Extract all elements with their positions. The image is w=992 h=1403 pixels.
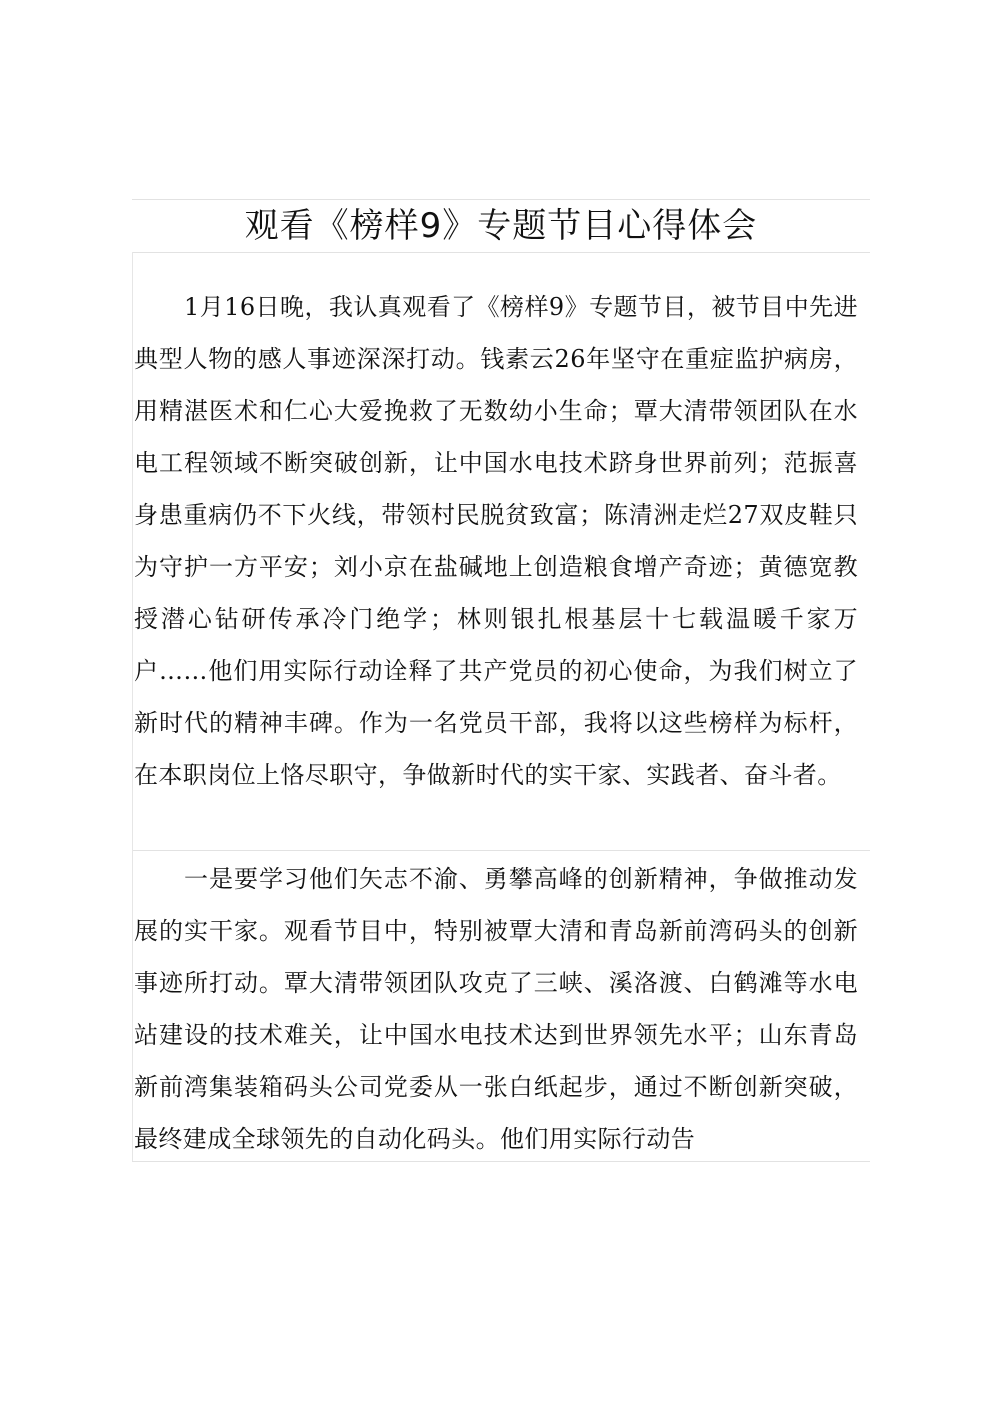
paragraph-left-rule xyxy=(132,252,133,850)
header-bottom-rule xyxy=(132,252,870,253)
document-title: 观看《榜样9》专题节目心得体会 xyxy=(244,206,758,246)
paragraph-divider xyxy=(132,850,870,851)
body-paragraph-1: 1月16日晚，我认真观看了《榜样9》专题节目，被节目中先进典型人物的感人事迹深深打动。钱素云26年坚守在重症监护病房，用精湛医术和仁心大爱挽救了无数幼小生命；覃大清带领团队在水电工程领域不断突破创新，让中国水电技术跻身世界前列；范振喜身患重病仍不下火线，带领村民脱贫致富；陈清洲走烂27双皮鞋只为守护一方平安；刘小京在盐碱地上创造粮食增产奇迹；黄德宽教授潜心钻研传承冷门绝学；林则银扎根基层十七载温暖千家万户……他们用实际行动诠释了共产党员的初心使命，为我们树立了新时代的精神丰碑。作为一名党员干部，我将以这些榜样为标杆，在本职岗位上恪尽职守，争做新时代的实干家、实践者、奋斗者。 xyxy=(134,293,858,789)
paragraph-left-rule-2 xyxy=(132,850,133,1162)
body-paragraph-2: 一是要学习他们矢志不渝、勇攀高峰的创新精神，争做推动发展的实干家。观看节目中，特别被覃大清和青岛新前湾码头的创新事迹所打动。覃大清带领团队攻克了三峡、溪洛渡、白鹤滩等水电站建设的技术难关，让中国水电技术达到世界领先水平；山东青岛新前湾集装箱码头公司党委从一张白纸起步，通过不断创新突破，最终建成全球领先的自动化码头。他们用实际行动告 xyxy=(134,865,858,1153)
content-bottom-rule xyxy=(132,1161,870,1162)
